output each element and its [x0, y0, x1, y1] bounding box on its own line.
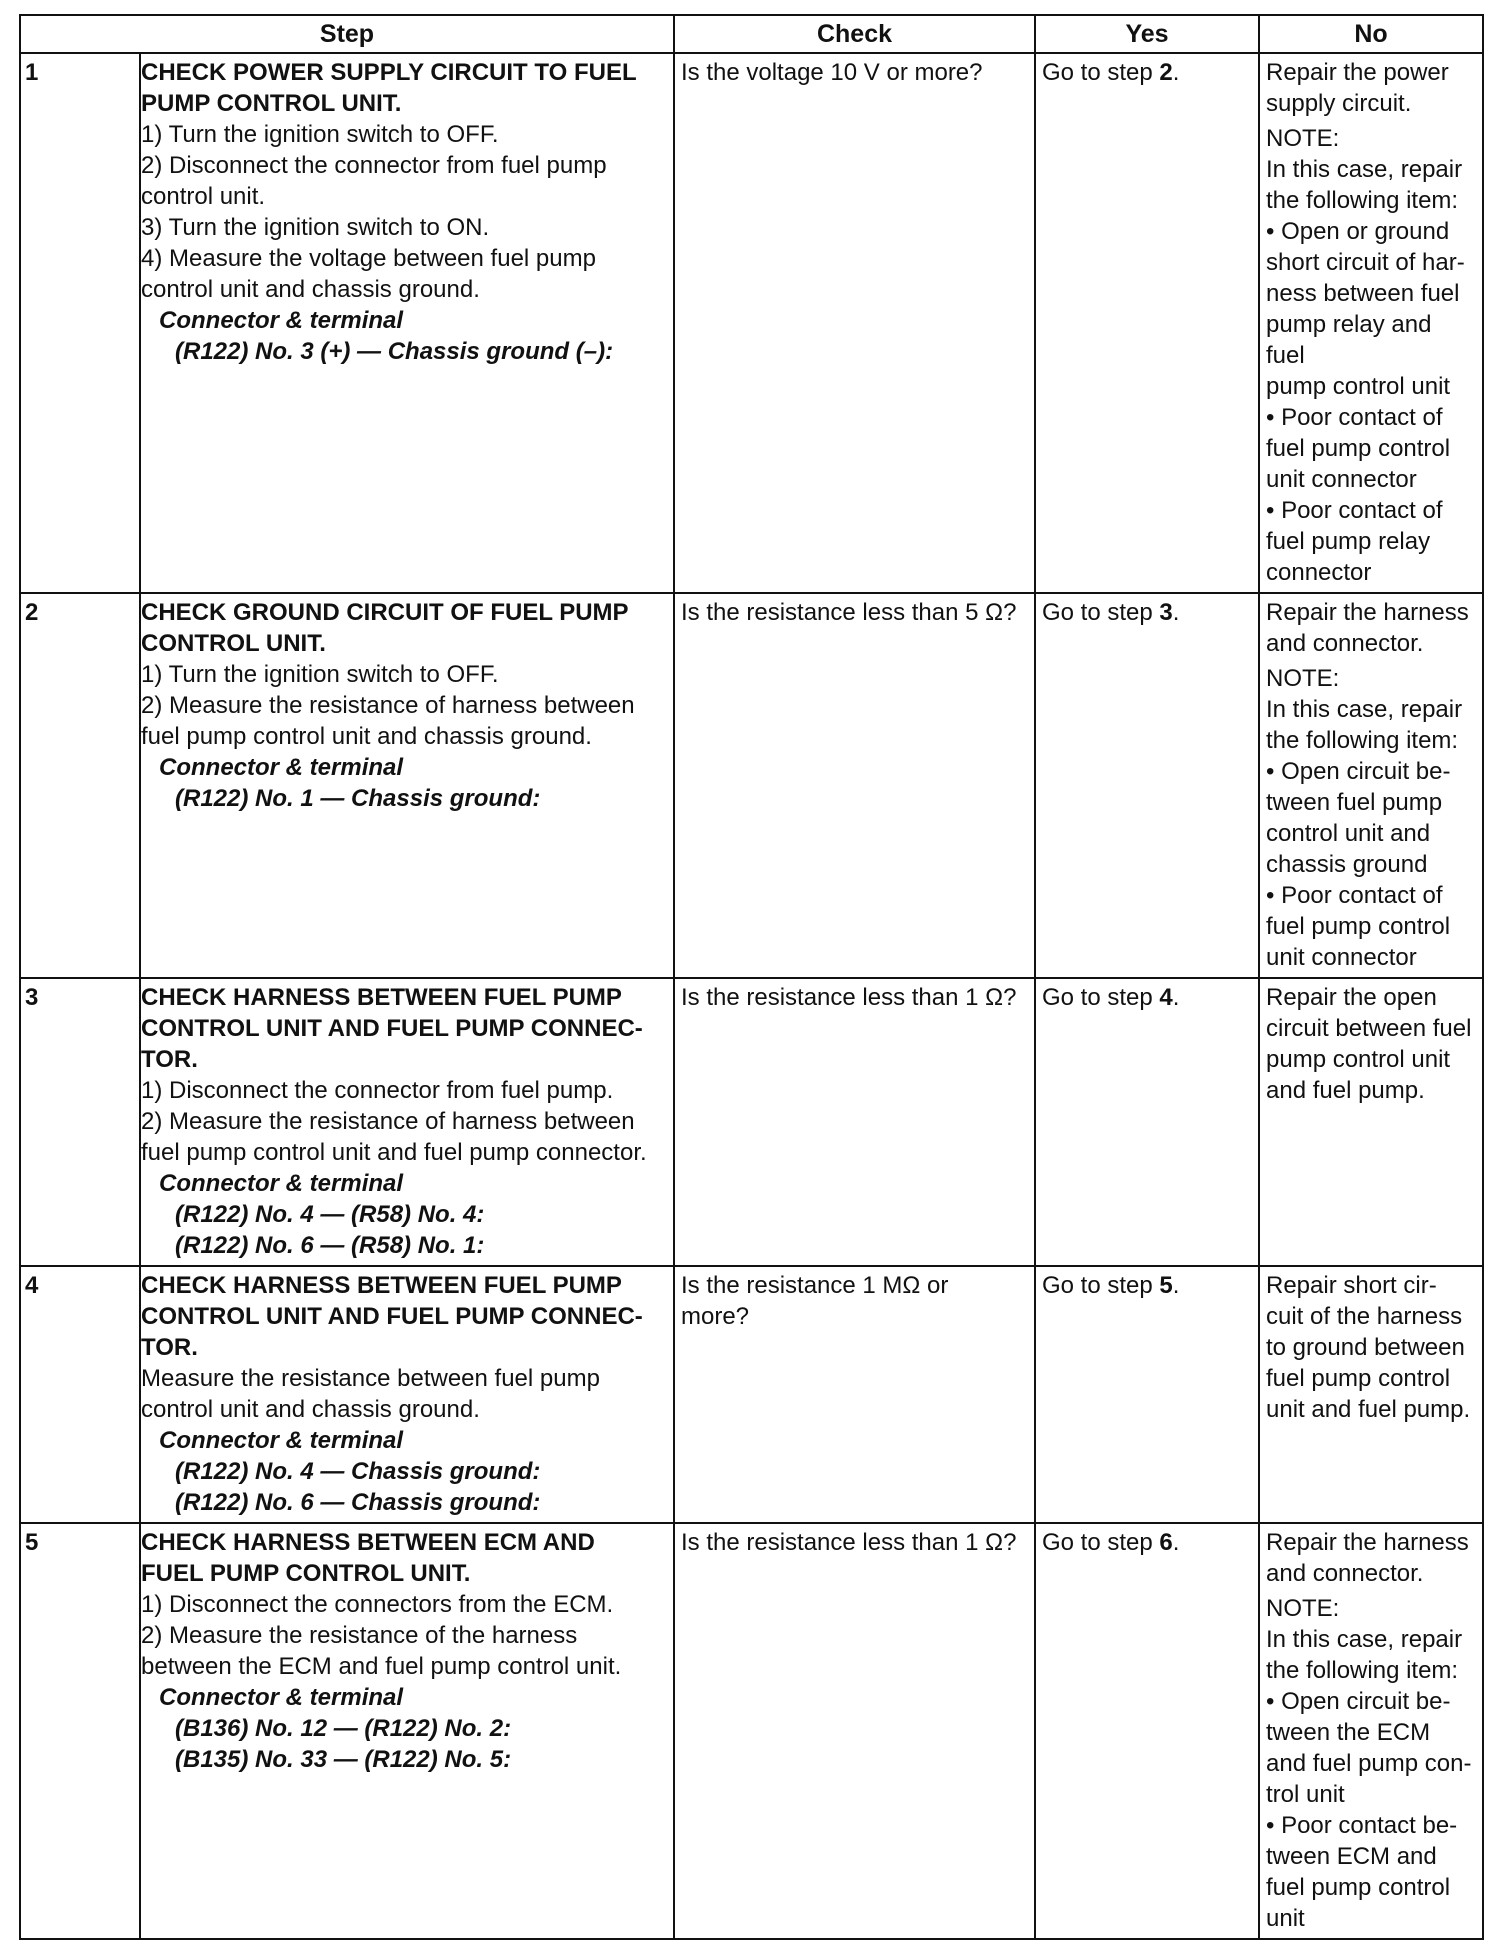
no-action-line: fuel pump control	[1266, 1365, 1451, 1392]
instruction-line: control unit and chassis ground.	[141, 276, 480, 303]
step-title-line: PUMP CONTROL UNIT.	[141, 90, 402, 117]
no-action-line: trol unit	[1266, 1781, 1345, 1808]
no-action-line: and fuel pump.	[1266, 1077, 1425, 1104]
no-action-line: and fuel pump con-	[1266, 1750, 1472, 1777]
step-description	[140, 593, 674, 978]
no-action-line: the following item:	[1266, 1657, 1459, 1684]
no-action-line: circuit between fuel	[1266, 1015, 1472, 1042]
step-number: 1	[20, 53, 140, 593]
check-line: Is the resistance less than 1 Ω?	[681, 984, 1017, 1011]
instruction-line: 2) Disconnect the connector from fuel pump	[141, 152, 607, 179]
no-action-line: tween fuel pump	[1266, 789, 1443, 816]
yes-step-number: 2	[1159, 59, 1173, 86]
table-row	[20, 1523, 1483, 1939]
no-action-line: fuel pump control	[1266, 435, 1451, 462]
terminal-spec: (R122) No. 4 — Chassis ground:	[175, 1458, 541, 1485]
no-action-line: NOTE:	[1266, 665, 1340, 692]
yes-suffix: .	[1172, 1272, 1180, 1299]
step-title-line: TOR.	[141, 1046, 198, 1073]
step-title-line: TOR.	[141, 1334, 198, 1361]
terminal-spec: (B135) No. 33 — (R122) No. 5:	[175, 1746, 512, 1773]
no-action-line: unit connector	[1266, 466, 1417, 493]
check-line: Is the voltage 10 V or more?	[681, 59, 983, 86]
check-line: Is the resistance 1 MΩ or	[681, 1272, 949, 1299]
no-action-line: connector	[1266, 559, 1372, 586]
header-check: Check	[674, 15, 1035, 53]
step-number: 5	[20, 1523, 140, 1939]
yes-action	[1035, 978, 1259, 1266]
no-action-line: In this case, repair	[1266, 1626, 1463, 1653]
instruction-line: 1) Turn the ignition switch to OFF.	[141, 661, 499, 688]
yes-prefix: Go to step	[1042, 984, 1160, 1011]
no-action-line: Repair the open	[1266, 984, 1437, 1011]
no-action-line: unit	[1266, 1905, 1305, 1932]
no-action-line: • Open circuit be-	[1266, 758, 1451, 785]
yes-action	[1035, 1523, 1259, 1939]
yes-suffix: .	[1172, 1529, 1180, 1556]
no-action-line: to ground between	[1266, 1334, 1465, 1361]
yes-prefix: Go to step	[1042, 1529, 1160, 1556]
check-question	[674, 978, 1035, 1266]
yes-step-number: 3	[1159, 599, 1173, 626]
table-row	[20, 593, 1483, 978]
table-row	[20, 978, 1483, 1266]
no-action-line: • Poor contact of	[1266, 497, 1443, 524]
instruction-line: 2) Measure the resistance of harness between	[141, 692, 635, 719]
no-action	[1259, 593, 1483, 978]
no-action-line: ness between fuel	[1266, 280, 1460, 307]
terminal-spec: (R122) No. 6 — Chassis ground:	[175, 1489, 541, 1516]
connector-terminal-label: Connector & terminal	[159, 1170, 404, 1197]
instruction-line: 2) Measure the resistance of harness between	[141, 1108, 635, 1135]
no-action-line: NOTE:	[1266, 125, 1340, 152]
no-action-line: fuel pump relay	[1266, 528, 1431, 555]
yes-suffix: .	[1172, 599, 1180, 626]
no-action-line: tween the ECM	[1266, 1719, 1431, 1746]
step-title-line: CHECK HARNESS BETWEEN FUEL PUMP	[141, 1272, 622, 1299]
table-row	[20, 53, 1483, 593]
no-action-line: Repair the harness	[1266, 599, 1469, 626]
no-action-line: pump relay and fuel	[1266, 311, 1432, 369]
check-question	[674, 53, 1035, 593]
header-step: Step	[20, 15, 674, 53]
instruction-line: 1) Turn the ignition switch to OFF.	[141, 121, 499, 148]
instruction-line: 4) Measure the voltage between fuel pump	[141, 245, 596, 272]
step-description	[140, 978, 674, 1266]
no-action-line: Repair short cir-	[1266, 1272, 1437, 1299]
check-question	[674, 593, 1035, 978]
no-action	[1259, 978, 1483, 1266]
step-title-line: CHECK HARNESS BETWEEN FUEL PUMP	[141, 984, 622, 1011]
no-action-line: the following item:	[1266, 187, 1459, 214]
step-number: 3	[20, 978, 140, 1266]
diagnostic-table	[19, 14, 1484, 1940]
no-action	[1259, 1523, 1483, 1939]
terminal-spec: (R122) No. 4 — (R58) No. 4:	[175, 1201, 485, 1228]
no-action-line: pump control unit	[1266, 373, 1451, 400]
yes-step-number: 6	[1159, 1529, 1173, 1556]
no-action	[1259, 53, 1483, 593]
no-action-line: control unit and	[1266, 820, 1431, 847]
step-title-line: FUEL PUMP CONTROL UNIT.	[141, 1560, 471, 1587]
table-row	[20, 1266, 1483, 1523]
step-title-line: CONTROL UNIT AND FUEL PUMP CONNEC-	[141, 1015, 643, 1042]
no-action-line: cuit of the harness	[1266, 1303, 1463, 1330]
yes-action	[1035, 53, 1259, 593]
check-line: Is the resistance less than 5 Ω?	[681, 599, 1017, 626]
no-action-line: supply circuit.	[1266, 90, 1412, 117]
step-title-line: CONTROL UNIT.	[141, 630, 326, 657]
step-number: 4	[20, 1266, 140, 1523]
instruction-line: Measure the resistance between fuel pump	[141, 1365, 600, 1392]
step-description	[140, 53, 674, 593]
yes-step-number: 4	[1159, 984, 1173, 1011]
instruction-line: between the ECM and fuel pump control unit.	[141, 1653, 622, 1680]
no-action-line: pump control unit	[1266, 1046, 1451, 1073]
check-line: Is the resistance less than 1 Ω?	[681, 1529, 1017, 1556]
no-action-line: Repair the harness	[1266, 1529, 1469, 1556]
yes-step-number: 5	[1159, 1272, 1173, 1299]
check-line: more?	[681, 1303, 750, 1330]
no-action-line: the following item:	[1266, 727, 1459, 754]
instruction-line: control unit.	[141, 183, 266, 210]
terminal-spec: (B136) No. 12 — (R122) No. 2:	[175, 1715, 512, 1742]
connector-terminal-label: Connector & terminal	[159, 754, 404, 781]
no-action	[1259, 1266, 1483, 1523]
no-action-line: fuel pump control	[1266, 913, 1451, 940]
instruction-line: 1) Disconnect the connectors from the ECM.	[141, 1591, 614, 1618]
instruction-line: 2) Measure the resistance of the harness	[141, 1622, 578, 1649]
instruction-line: fuel pump control unit and chassis ground.	[141, 723, 592, 750]
yes-action	[1035, 1266, 1259, 1523]
instruction-line: control unit and chassis ground.	[141, 1396, 480, 1423]
no-action-line: NOTE:	[1266, 1595, 1340, 1622]
header-yes: Yes	[1035, 15, 1259, 53]
instruction-line: fuel pump control unit and fuel pump connector.	[141, 1139, 647, 1166]
connector-terminal-label: Connector & terminal	[159, 1684, 404, 1711]
instruction-line: 1) Disconnect the connector from fuel pump.	[141, 1077, 614, 1104]
no-action-line: unit and fuel pump.	[1266, 1396, 1471, 1423]
yes-prefix: Go to step	[1042, 59, 1160, 86]
no-action-line: short circuit of har-	[1266, 249, 1465, 276]
no-action-line: • Poor contact be-	[1266, 1812, 1458, 1839]
step-number: 2	[20, 593, 140, 978]
no-action-line: In this case, repair	[1266, 696, 1463, 723]
no-action-line: and connector.	[1266, 630, 1424, 657]
no-action-line: In this case, repair	[1266, 156, 1463, 183]
terminal-spec: (R122) No. 1 — Chassis ground:	[175, 785, 541, 812]
step-title-line: CONTROL UNIT AND FUEL PUMP CONNEC-	[141, 1303, 643, 1330]
terminal-spec: (R122) No. 6 — (R58) No. 1:	[175, 1232, 485, 1259]
yes-prefix: Go to step	[1042, 599, 1160, 626]
connector-terminal-label: Connector & terminal	[159, 1427, 404, 1454]
check-question	[674, 1523, 1035, 1939]
no-action-line: Repair the power	[1266, 59, 1449, 86]
header-no: No	[1259, 15, 1483, 53]
step-title-line: CHECK HARNESS BETWEEN ECM AND	[141, 1529, 595, 1556]
no-action-line: chassis ground	[1266, 851, 1428, 878]
no-action-line: fuel pump control	[1266, 1874, 1451, 1901]
terminal-spec: (R122) No. 3 (+) — Chassis ground (–):	[175, 338, 614, 365]
no-action-line: • Open circuit be-	[1266, 1688, 1451, 1715]
step-description	[140, 1523, 674, 1939]
step-description	[140, 1266, 674, 1523]
no-action-line: • Poor contact of	[1266, 404, 1443, 431]
yes-action	[1035, 593, 1259, 978]
no-action-line: unit connector	[1266, 944, 1417, 971]
table-body	[20, 53, 1483, 1939]
connector-terminal-label: Connector & terminal	[159, 307, 404, 334]
step-title-line: CHECK GROUND CIRCUIT OF FUEL PUMP	[141, 599, 629, 626]
no-action-line: • Open or ground	[1266, 218, 1450, 245]
no-action-line: tween ECM and	[1266, 1843, 1437, 1870]
yes-prefix: Go to step	[1042, 1272, 1160, 1299]
header-row	[20, 15, 1483, 53]
step-title-line: CHECK POWER SUPPLY CIRCUIT TO FUEL	[141, 59, 637, 86]
yes-suffix: .	[1172, 984, 1180, 1011]
no-action-line: • Poor contact of	[1266, 882, 1443, 909]
check-question	[674, 1266, 1035, 1523]
yes-suffix: .	[1172, 59, 1180, 86]
instruction-line: 3) Turn the ignition switch to ON.	[141, 214, 490, 241]
no-action-line: and connector.	[1266, 1560, 1424, 1587]
